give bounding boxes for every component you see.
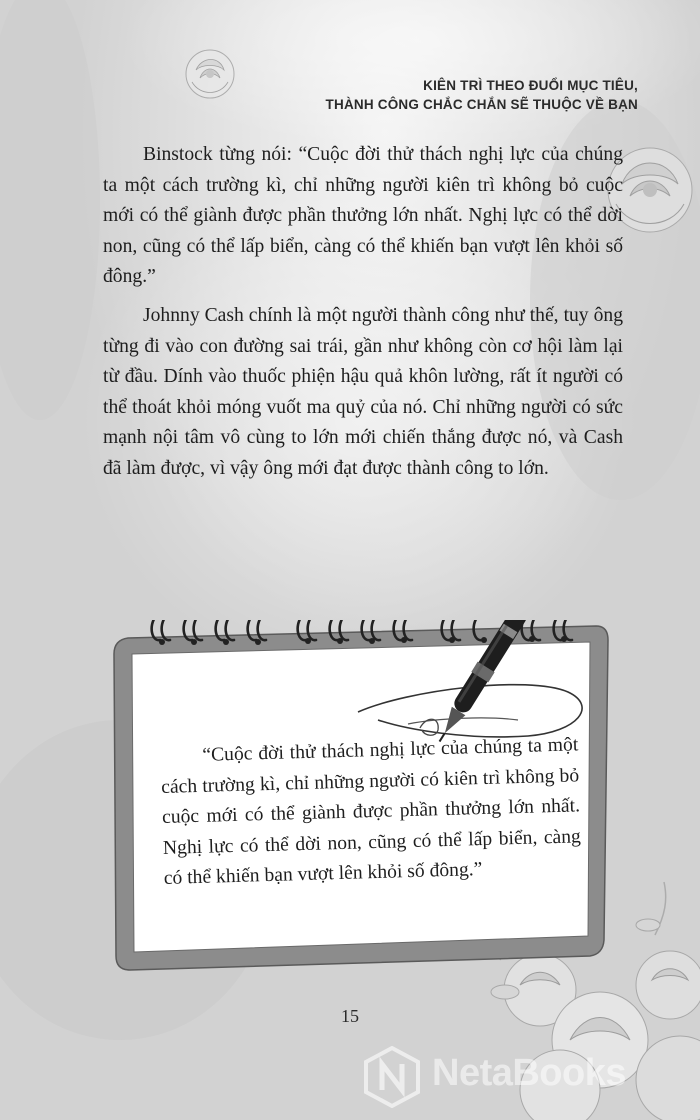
chapter-header-line2: THÀNH CÔNG CHẮC CHẮN SẼ THUỘC VỀ BẠN [325, 97, 638, 112]
notepad-quote-text: “Cuộc đời thử thách nghị lực của chúng ta một cách trường kì, chỉ những người có kiên trì không bỏ cuộc mới có thể giành được phần thưởng lớn nhất. Nghị lực có thể dời non, cũng có thể lấp biển, càng có thể khiến bạn vượt lên khỏi số đông.” [160, 734, 582, 890]
chapter-header [326, 76, 638, 114]
body-text [103, 140, 623, 485]
notepad-quote [160, 730, 582, 895]
body-paragraph-1: Binstock từng nói: “Cuộc đời thử thách nghị lực của chúng ta một cách trường kì, chỉ những người kiên trì không bỏ cuộc mới có thể giành được phần thưởng lớn nhất. Nghị lực có thể dời non, cũng có thể lấp biển, càng có thể khiến bạn vượt lên khỏi số đông.” [103, 144, 623, 288]
body-paragraph-2: Johnny Cash chính là một người thành công như thế, tuy ông từng đi vào con đường sai trái, gần như không còn cơ hội làm lại từ đầu. Dính vào thuốc phiện hậu quả khôn lường, rất ít người có thể thoát khỏi móng vuốt ma quỷ của nó. Chỉ những người có sức mạnh nội tâm vô cùng to lớn mới chiến thắng được nó, và Cash đã làm được, vì vậy ông mới đạt được thành công to lớn. [103, 304, 623, 479]
chapter-header-line1: KIÊN TRÌ THEO ĐUỔI MỤC TIÊU, [423, 78, 638, 93]
rose-decoration-icon [186, 50, 234, 98]
watermark-text: NetaBooks [432, 1052, 626, 1094]
page-number: 15 [341, 1006, 359, 1026]
